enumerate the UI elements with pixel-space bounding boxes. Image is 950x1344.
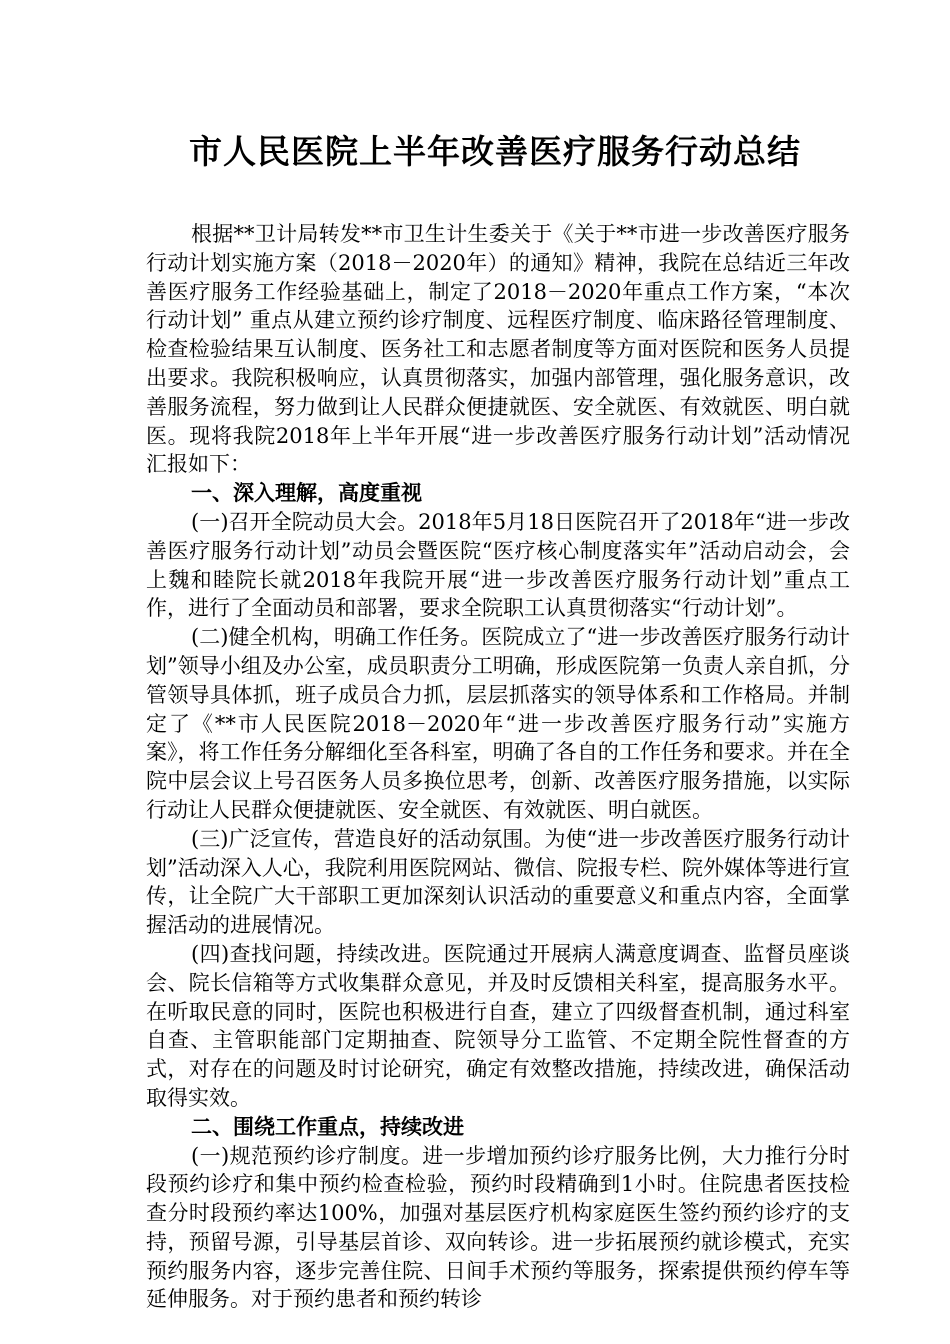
section-heading-1: 一、深入理解，高度重视 (191, 480, 422, 506)
paragraph: (一)召开全院动员大会。2018年5月18日医院召开了2018年“进一步改善医疗服务行动计划”动员会暨医院“医疗核心制度落实年”活动启动会，会上魏和睦院长就2018年我院开展“进一步改善医疗服务行动计划”重点工作，进行了全面动员和部署，要求全院职工认真贯彻落实“行动计划”。 (146, 509, 850, 621)
paragraph: (三)广泛宣传，营造良好的活动氛围。为使“进一步改善医疗服务行动计划”活动深入人心，我院利用医院网站、微信、院报专栏、院外媒体等进行宣传，让全院广大干部职工更加深刻认识活动的重要意义和重点内容，全面掌握活动的进展情况。 (146, 826, 850, 938)
section-heading-2: 二、围绕工作重点，持续改进 (191, 1113, 464, 1139)
paragraph: (二)健全机构，明确工作任务。医院成立了“进一步改善医疗服务行动计划”领导小组及办公室，成员职责分工明确，形成医院第一负责人亲自抓，分管领导具体抓，班子成员合力抓，层层抓落实的领导体系和工作格局。并制定了《**市人民医院2018－2020年“进一步改善医疗服务行动”实施方案》，将工作任务分解细化至各科室，明确了各自的工作任务和要求。并在全院中层会议上号召医务人员多换位思考，创新、改善医疗服务措施，以实际行动让人民群众便捷就医、安全就医、有效就医、明白就医。 (146, 625, 850, 822)
intro-paragraph: 根据**卫计局转发**市卫生计生委关于《关于**市进一步改善医疗服务行动计划实施方案（2018－2020年）的通知》精神，我院在总结近三年改善医疗服务工作经验基础上，制定了2018－2020年重点工作方案，“本次行动计划” 重点从建立预约诊疗制度、远程医疗制度、临床路径管理制度、检查检验结果互认制度、医务社工和志愿者制度等方面对医院和医务人员提出要求。我院积极响应，认真贯彻落实，加强内部管理，强化服务意识，改善服务流程，努力做到让人民群众便捷就医、安全就医、有效就医、明白就医。现将我院2018年上半年开展“进一步改善医疗服务行动计划”活动情况汇报如下： (146, 222, 850, 477)
paragraph: (四)查找问题，持续改进。医院通过开展病人满意度调查、监督员座谈会、院长信箱等方式收集群众意见，并及时反馈相关科室，提高服务水平。在听取民意的同时，医院也积极进行自查，建立了四级督查机制，通过科室自查、主管职能部门定期抽查、院领导分工监管、不定期全院性督查的方式，对存在的问题及时讨论研究，确定有效整改措施，持续改进，确保活动取得实效。 (146, 941, 850, 1110)
document-title: 市人民医院上半年改善医疗服务行动总结 (189, 132, 801, 171)
paragraph: (一)规范预约诊疗制度。进一步增加预约诊疗服务比例，大力推行分时段预约诊疗和集中预约检查检验，预约时段精确到1小时。住院患者医技检查分时段预约率达100%，加强对基层医疗机构家庭医生签约预约诊疗的支持，预留号源，引导基层首诊、双向转诊。进一步拓展预约就诊模式，充实预约服务内容，逐步完善住院、日间手术预约等服务，探索提供预约停车等延伸服务。对于预约患者和预约转诊 (146, 1143, 850, 1312)
document-body (146, 220, 850, 1314)
